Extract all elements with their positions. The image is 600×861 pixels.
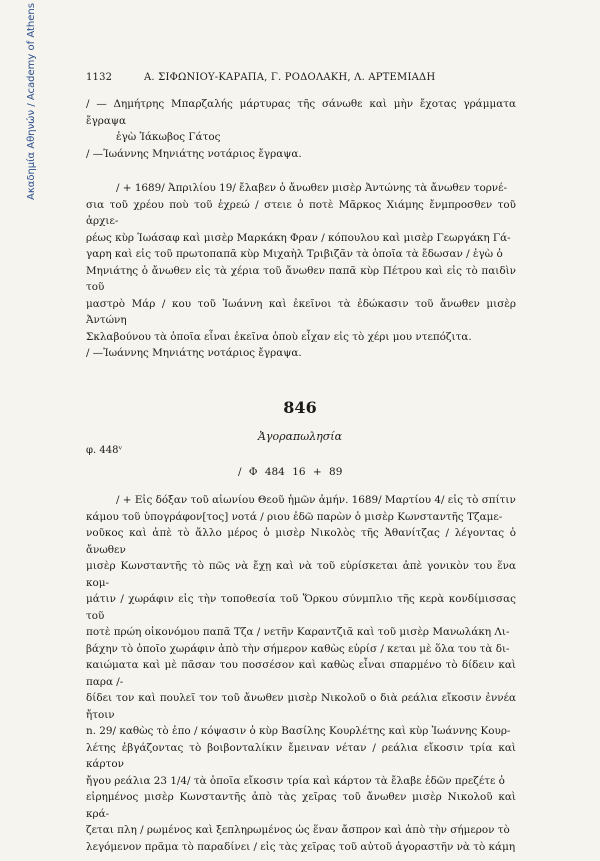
text-line: / + Εἰς δόξαν τοῦ αἰωνίου Θεοῦ ἡμῶν ἀμήν. 1689/ Μαρτίου 4/ εἰς τὸ σπίτιν xyxy=(116,494,516,506)
text-line: κάμου τοῦ ὑπογράφον[τος] νοτά / ριου ἐδῶ παρὼν ὁ μισὲρ Κωνσταντῆς Τζαμε- xyxy=(86,510,503,523)
previous-document-signatures xyxy=(86,96,516,162)
text-line: ρέως κὺρ Ἰωάσαφ καὶ μισὲρ Μαρκάκη Φραν / κόπουλου καὶ μισὲρ Γεωργάκη Γά- xyxy=(86,231,511,244)
text-line: n. 29/ καθὼς τὸ ἐπο / κόψασιν ὁ κὺρ Βασίλης Κουρλέτης καὶ κὺρ Ἰωάννης Κουρ- xyxy=(86,725,511,737)
text-line: Σκλαβούνου τὰ ὁποῖα εἶναι ἐκεῖνα ὁποὺ εἶχαν εἰς τὸ χέρι μου ντεπόζιτα. xyxy=(86,330,472,343)
text-line: / — Δημήτρης Μπαρζαλής μάρτυρας τῆς σάνωθε καὶ μὴν ἔχοτας γράμματα ἔγραψα xyxy=(86,98,516,127)
text-line: νοῦκος καὶ ἀπὲ τὸ ἄλλο μέρος ὁ μισὲρ Νικολὸς τῆς Ἀθανίτζας / λέγοντας ὁ ἄνωθεν xyxy=(86,527,516,556)
text-line: γαρη καὶ εἰς τοῦ πρωτοπαπᾶ κὺρ Μιχαὴλ Τριβιζᾶν τὰ ὁποῖα τὰ ἔδωσαν / ἐγὼ ὁ xyxy=(86,248,503,260)
text-line: λεγόμενον πρᾶμα τὸ παραδίνει / εἰς τὰς χεῖρας τοῦ αὐτοῦ ἀγοραστῆν νὰ τὸ κάμη xyxy=(86,840,516,853)
text-line: καιώματα καὶ μὲ πᾶσαν του ποσσέσον καὶ καθὼς εἶναι σπαρμένο τὸ δίδειν καὶ παρα /- xyxy=(86,659,516,688)
archive-reference: / Φ 484 16 + 89 xyxy=(238,466,343,478)
text-line: σια τοῦ χρέου ποὺ τοῦ ἐχρεώ / στειε ὁ ποτὲ Μᾶρκος Χιάμης ἔνμπροσθεν τοῦ ἀρχιε- xyxy=(86,198,516,227)
text-line: ἤγου ρεάλια 23 1/4/ τὰ ὁποῖα εἴκοσιν τρία καὶ κάρτον τὰ ἔλαβε ἐδῶν πρεζέτε ὁ xyxy=(86,774,505,787)
text-line: εἰρημένος μισὲρ Κωνσταντῆς ἀπὸ τὰς χεῖρας τοῦ ἄνωθεν μισὲρ Νικολοῦ καὶ κρά- xyxy=(86,791,516,820)
text-line: λέτης ἐβγάζοντας τὸ βοιβονταλίκιν ἔμειναν νέταν / ρεάλια εἴκοσιν τρία καὶ κάρτον xyxy=(86,741,516,770)
header-authors: Α. ΣΙΦΩΝΙΟΥ-ΚΑΡΑΠΑ, Γ. ΡΟΔΟΛΑΚΗ, Λ. ΑΡΤΕΜΙΑΔΗ xyxy=(144,72,436,83)
folio-reference: φ. 448ᵛ xyxy=(86,445,123,456)
text-line: μαστρὸ Μάρ / κου τοῦ Ἰωάννη καὶ ἐκεῖνοι τὰ ἐδώκασιν τοῦ ἄνωθεν μισὲρ Ἀντώνη xyxy=(86,297,516,326)
text-line: δίδει τον καὶ πουλεῖ τον τοῦ ἄνωθεν μισὲρ Νικολοῦ ο διὰ ρεάλια εἴκοσιν ἐννέα ἤτοιν xyxy=(86,692,516,721)
page-number: 1132 xyxy=(86,72,113,83)
text-line: ζεται πλη / ρωμένος καὶ ξεπληρωμένος ὡς ἕναν ἄσπρον καὶ ἀπὸ τὴν σήμερον τὸ xyxy=(86,824,510,836)
text-line: ποτὲ πρώη οἰκονόμου παπᾶ Τζα / νετῆν Καραντζιᾶ καὶ τοῦ μισὲρ Μανωλάκη Λι- xyxy=(86,626,510,638)
document-number: 846 xyxy=(283,398,317,417)
archive-watermark: Ακαδημία Αθηνών / Academy of Athens xyxy=(26,3,37,200)
text-line: / + 1689/ Ἀπριλίου 19/ ἔλαβεν ὁ ἄνωθεν μισὲρ Ἀντώνης τὰ ἄνωθεν τορνέ- xyxy=(116,182,508,194)
text-line: μισὲρ Κωνσταντῆς τὸ πῶς νὰ ἔχῃ καὶ νὰ τοῦ εὑρίσκεται ἀπὲ γονικὸν του ἕνα κομ- xyxy=(86,560,516,589)
text-line: μάτιν / χωράφιν εἰς τὴν τοποθεσία τοῦ Ὅρκου σύνμπλιο τῆς κερὰ κονδίμισσας τοῦ xyxy=(86,593,516,622)
document-body xyxy=(86,492,516,855)
text-line: βάχην τὸ ὁποῖο χωράφιν ἀπὸ τὴν σήμερον καθὼς εὑρίσ / κεται μὲ ὅλα του τὰ δι- xyxy=(86,642,510,655)
previous-document-entry xyxy=(86,180,516,362)
text-line: Μηνιάτης ὁ ἄνωθεν εἰς τὰ χέρια τοῦ ἄνωθεν παπᾶ κὺρ Πέτρου καὶ εἰς τὸ παιδὶν τοῦ xyxy=(86,264,516,293)
text-line: ἐγὼ Ἰάκωβος Γάτος xyxy=(116,131,221,143)
text-line: / —Ἰωάννης Μηνιάτης νοτάριος ἔγραψα. xyxy=(86,147,302,160)
document-title: Ἀγοραπωλησία xyxy=(257,430,343,443)
text-line: / —Ἰωάννης Μηνιάτης νοτάριος ἔγραψα. xyxy=(86,347,302,359)
